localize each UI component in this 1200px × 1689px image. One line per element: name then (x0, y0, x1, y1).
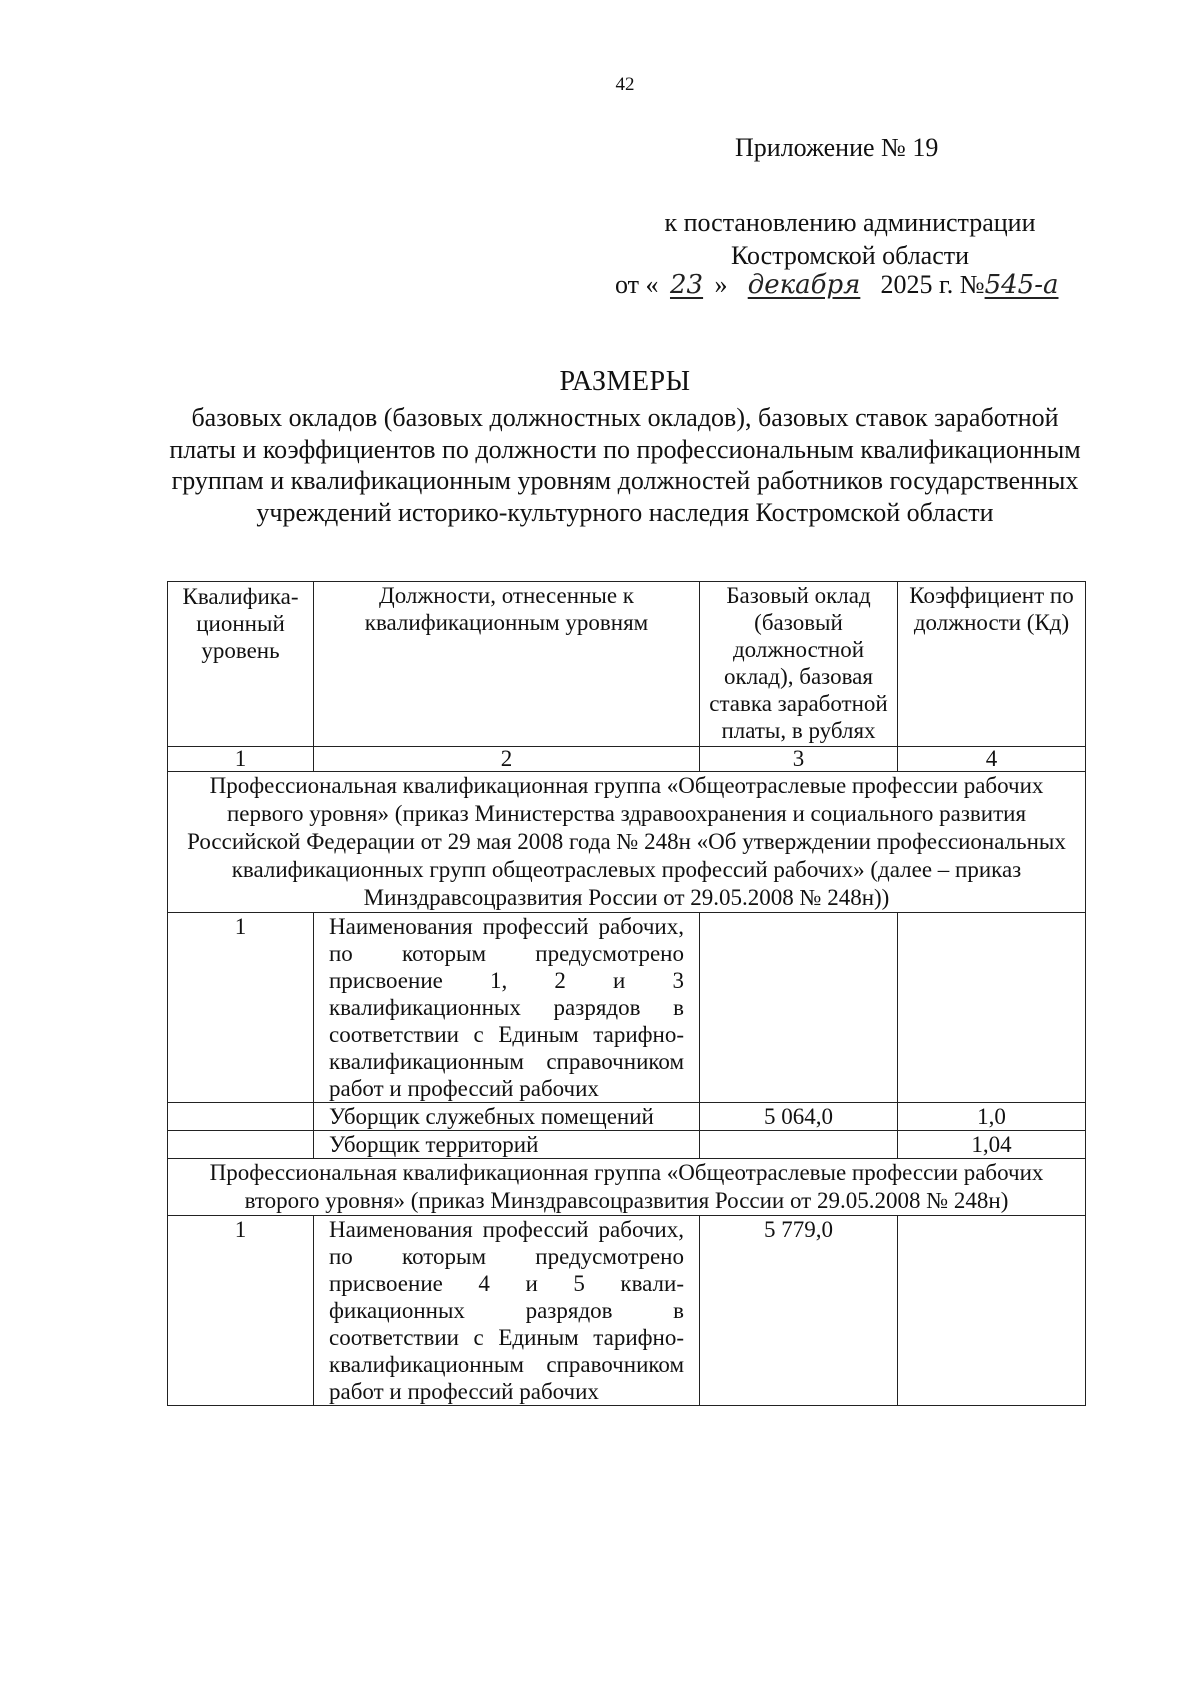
qualification-level: 1 (168, 1216, 314, 1406)
handwritten-number: 545-а (984, 270, 1059, 300)
group-2-title: Профессиональная квалификационная группа «Общеотраслевые профессии рабочих второго уровня» (приказ Минздравсоцразвития России от 29.05.2008 № 248н) (168, 1159, 1086, 1216)
salary-table (167, 581, 1086, 1406)
positions-description: Наименования профессий рабочих, по которым предусмотрено присвоение 4 и 5 квали-фикационных разрядов в соответствии с Единым тарифно-квалификационным справочником работ и профессий рабочих (314, 1216, 700, 1406)
year-text: 2025 г. № (880, 270, 985, 299)
group-2-header-row (168, 1159, 1086, 1216)
header-level: Квалифика-ционный уровень (168, 582, 314, 747)
column-number: 4 (898, 747, 1086, 772)
base-salary-cell (700, 913, 898, 1103)
base-salary-value: 5 779,0 (700, 1216, 898, 1406)
table-row (168, 1103, 1086, 1131)
position-name: Уборщик территорий (314, 1131, 700, 1159)
date-mid: » (714, 270, 728, 299)
header-coefficient: Коэффициент по должности (Кд) (898, 582, 1086, 747)
coefficient-value: 1,0 (898, 1103, 1086, 1131)
column-number: 2 (314, 747, 700, 772)
column-number: 1 (168, 747, 314, 772)
column-numbers-row (168, 747, 1086, 772)
group-1-title: Профессиональная квалификационная группа «Общеотраслевые профессии рабочих первого уровня» (приказ Министерства здравоохранения и социального развития Российской Федерации от 29 мая 2008 года № 248н «Об утверждении профессиональных квалификационных групп общеотраслевых профессий рабочих» (далее – приказ Минздравсоцразвития России от 29.05.2008 № 248н)) (168, 772, 1086, 913)
qualification-level (168, 1103, 314, 1131)
page-number: 42 (615, 74, 635, 95)
position-name: Уборщик служебных помещений (314, 1103, 700, 1131)
document-subtitle: базовых окладов (базовых должностных окладов), базовых ставок заработной платы и коэффициентов по должности по профессиональным квалификационным группам и квалификационным уровням должностей работников государственных учреждений историко-культурного наследия Костромской области (169, 403, 1081, 527)
decree-date-line (615, 270, 1105, 300)
qualification-level (168, 1131, 314, 1159)
header-base-salary: Базовый оклад (базовый должностной оклад), базовая ставка заработной платы, в рублях (700, 582, 898, 747)
positions-description: Наименования профессий рабочих, по которым предусмотрено присвоение 1, 2 и 3 квалификационных разрядов в соответствии с Единым тарифно-квалификационным справочником работ и профессий рабочих (314, 913, 700, 1103)
decree-line-1: к постановлению администрации (664, 208, 1036, 237)
column-number: 3 (700, 747, 898, 772)
coefficient-cell (898, 913, 1086, 1103)
table-row (168, 1131, 1086, 1159)
handwritten-month: декабря (747, 270, 861, 300)
header-positions: Должности, отнесенные к квалификационным уровням (314, 582, 700, 747)
decree-line-2: Костромской области (730, 241, 970, 270)
decree-reference (600, 206, 1100, 272)
table-row (168, 1216, 1086, 1406)
table-row (168, 913, 1086, 1103)
base-salary-value (700, 1131, 898, 1159)
coefficient-value (898, 1216, 1086, 1406)
coefficient-value: 1,04 (898, 1131, 1086, 1159)
qualification-level: 1 (168, 913, 314, 1103)
handwritten-day: 23 (669, 270, 704, 300)
group-1-header-row (168, 772, 1086, 913)
appendix-title: Приложение № 19 (735, 133, 939, 162)
table-header-row (168, 582, 1086, 747)
base-salary-value: 5 064,0 (700, 1103, 898, 1131)
document-title: РАЗМЕРЫ (559, 366, 691, 397)
date-prefix: от « (615, 270, 659, 299)
